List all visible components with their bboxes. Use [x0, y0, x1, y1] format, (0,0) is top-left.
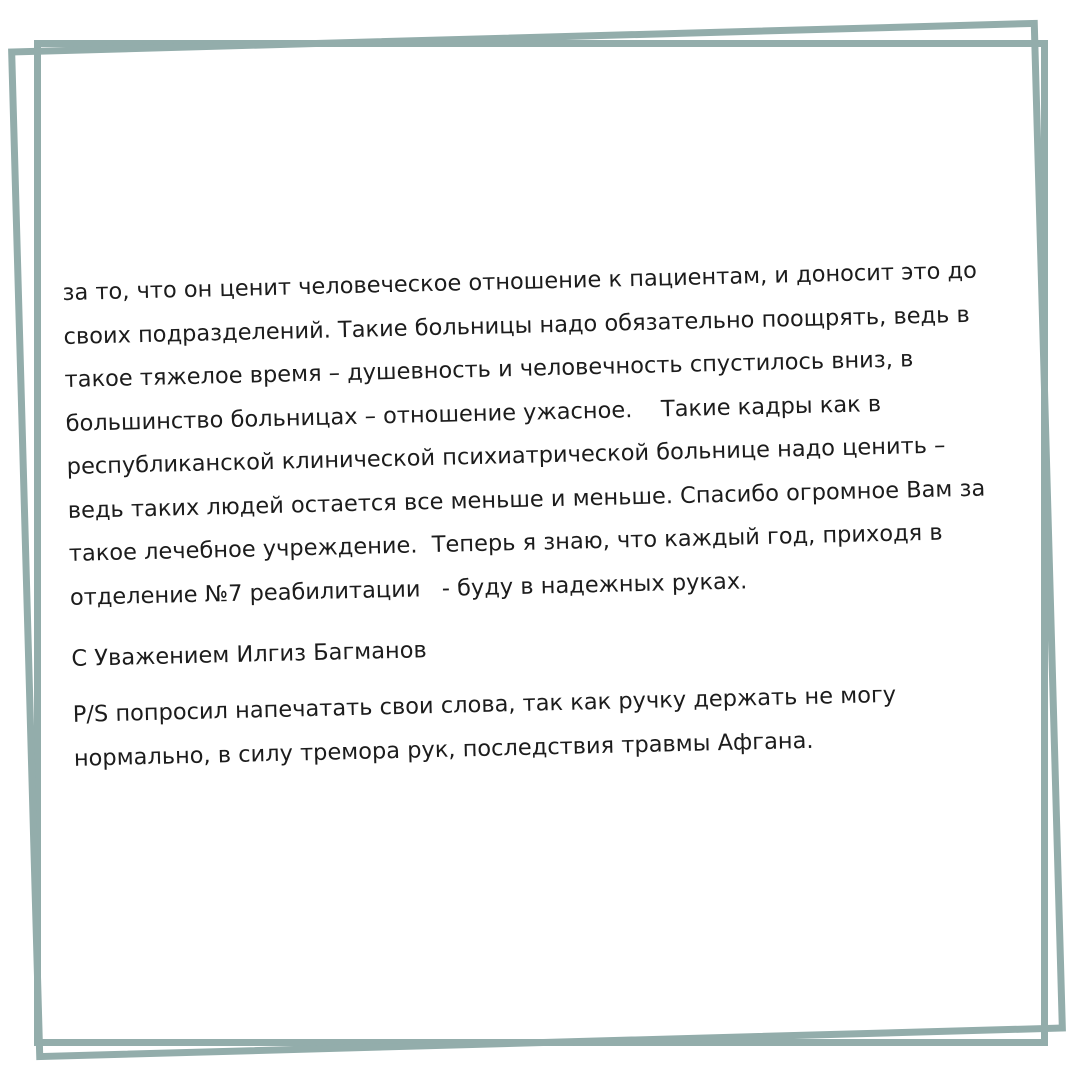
letter-text	[62, 248, 1064, 781]
body-line: ведь таких людей остается все меньше и меньше. Спасибо огромное Вам за	[67, 475, 986, 524]
body-line: большинство больницах – отношение ужасное. Такие кадры как в	[65, 390, 882, 437]
body-line: за то, что он ценит человеческое отношение к пациентам, и доносит это до	[62, 257, 978, 306]
body-line: республиканской клинической психиатрической больнице надо ценить –	[66, 432, 946, 480]
body-line: такое лечебное учреждение. Теперь я знаю, что каждый год, приходя в	[68, 519, 943, 567]
postscript-line: нормально, в силу тремора рук, последствия травмы Афгана.	[73, 727, 814, 772]
letter-body	[62, 248, 1060, 620]
body-line: своих подразделений. Такие больницы надо обязательно поощрять, ведь в	[63, 301, 971, 350]
signature-line: С Уважением Илгиз Багманов	[71, 637, 428, 672]
postscript-line: P/S попросил напечатать свои слова, так как ручку держать не могу	[72, 681, 897, 728]
body-line: отделение №7 реабилитации - буду в надежных руках.	[69, 567, 748, 611]
body-line: такое тяжелое время – душевность и человечность спустилось вниз, в	[64, 346, 914, 393]
